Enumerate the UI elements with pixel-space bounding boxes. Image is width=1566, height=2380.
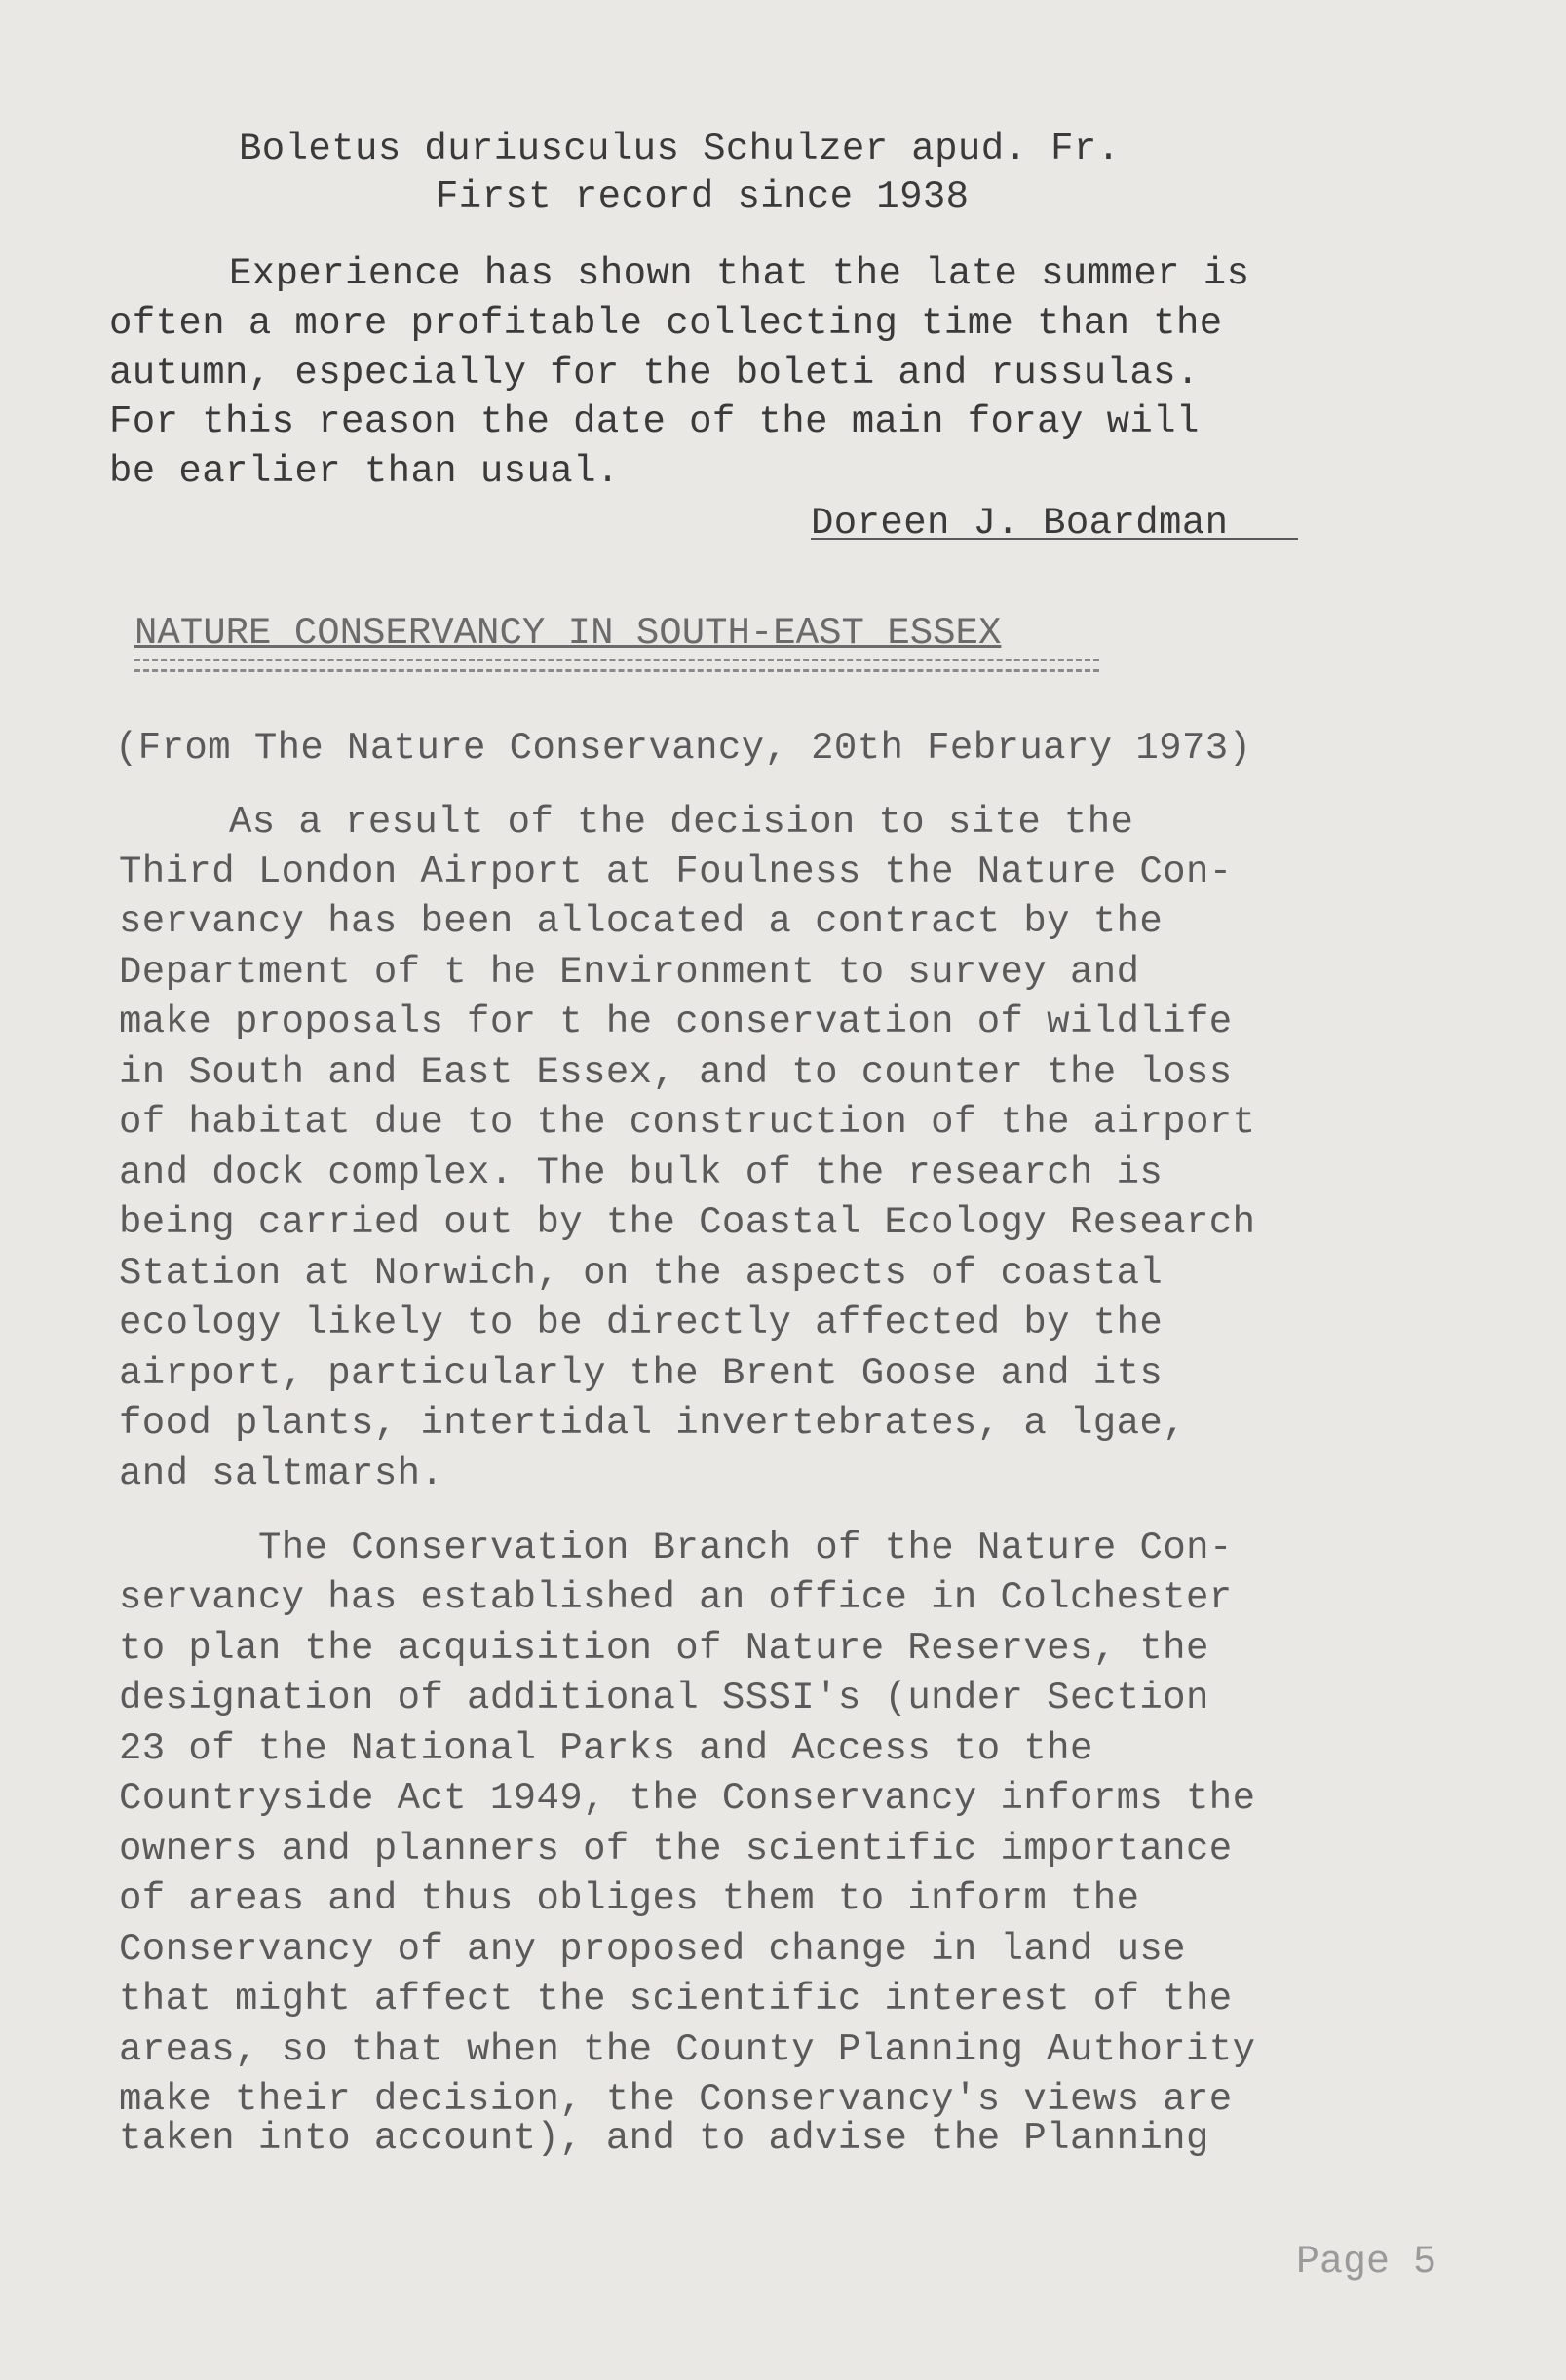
text-line: make their decision, the Conservancy's views are (119, 2078, 1233, 2121)
text-line: taken into account), and to advise the Planning (119, 2117, 1209, 2160)
text-line: Countryside Act 1949, the Conservancy informs the (119, 1777, 1256, 1820)
title-double-underline (134, 659, 1099, 672)
text-line: servancy has established an office in Colchester (119, 1576, 1233, 1619)
text-line: and dock complex. The bulk of the research is (119, 1152, 1164, 1194)
text-line: and saltmarsh. (119, 1453, 444, 1495)
text-line: of areas and thus obliges them to inform the (119, 1877, 1140, 1920)
text-line: being carried out by the Coastal Ecology Research (119, 1201, 1256, 1244)
text-line: As a result of the decision to site the (229, 801, 1134, 844)
text-line: airport, particularly the Brent Goose and its (119, 1352, 1164, 1395)
section-title: NATURE CONSERVANCY IN SOUTH-EAST ESSEX (134, 612, 1002, 655)
text-line: areas, so that when the County Planning Authority (119, 2028, 1256, 2071)
text-line: in South and East Essex, and to counter the loss (119, 1051, 1233, 1094)
text-line: ecology likely to be directly affected by the (119, 1302, 1164, 1344)
page-number: Page 5 (1296, 2241, 1437, 2285)
text-line: Department of t he Environment to survey and (119, 951, 1140, 994)
text-line: Experience has shown that the late summer is (229, 252, 1250, 295)
species-heading: Boletus duriusculus Schulzer apud. Fr. (239, 128, 1121, 170)
text-line: The Conservation Branch of the Nature Con- (258, 1527, 1233, 1569)
text-line: be earlier than usual. (109, 450, 620, 493)
text-line: 23 of the National Parks and Access to the (119, 1727, 1093, 1770)
record-subheading: First record since 1938 (436, 175, 970, 218)
text-line: servancy has been allocated a contract by the (119, 900, 1164, 943)
text-line: often a more profitable collecting time than the (109, 302, 1223, 345)
text-line: of habitat due to the construction of the airport (119, 1101, 1256, 1144)
text-line: For this reason the date of the main foray will (109, 400, 1200, 443)
source-line: (From The Nature Conservancy, 20th February 1973) (115, 727, 1252, 770)
text-line: autumn, especially for the boleti and russulas. (109, 352, 1200, 395)
signature-underline (811, 538, 1298, 540)
text-line: make proposals for t he conservation of wildlife (119, 1001, 1233, 1043)
text-line: owners and planners of the scientific importance (119, 1828, 1233, 1870)
text-line: designation of additional SSSI's (under Section (119, 1677, 1209, 1719)
text-line: food plants, intertidal invertebrates, a lgae, (119, 1402, 1186, 1445)
text-line: Third London Airport at Foulness the Nature Con- (119, 850, 1233, 893)
signature: Doreen J. Boardman (811, 502, 1229, 545)
text-line: Conservancy of any proposed change in land use (119, 1928, 1186, 1971)
text-line: that might affect the scientific interest of the (119, 1978, 1233, 2021)
text-line: Station at Norwich, on the aspects of coastal (119, 1252, 1164, 1295)
text-line: to plan the acquisition of Nature Reserves, the (119, 1627, 1209, 1670)
